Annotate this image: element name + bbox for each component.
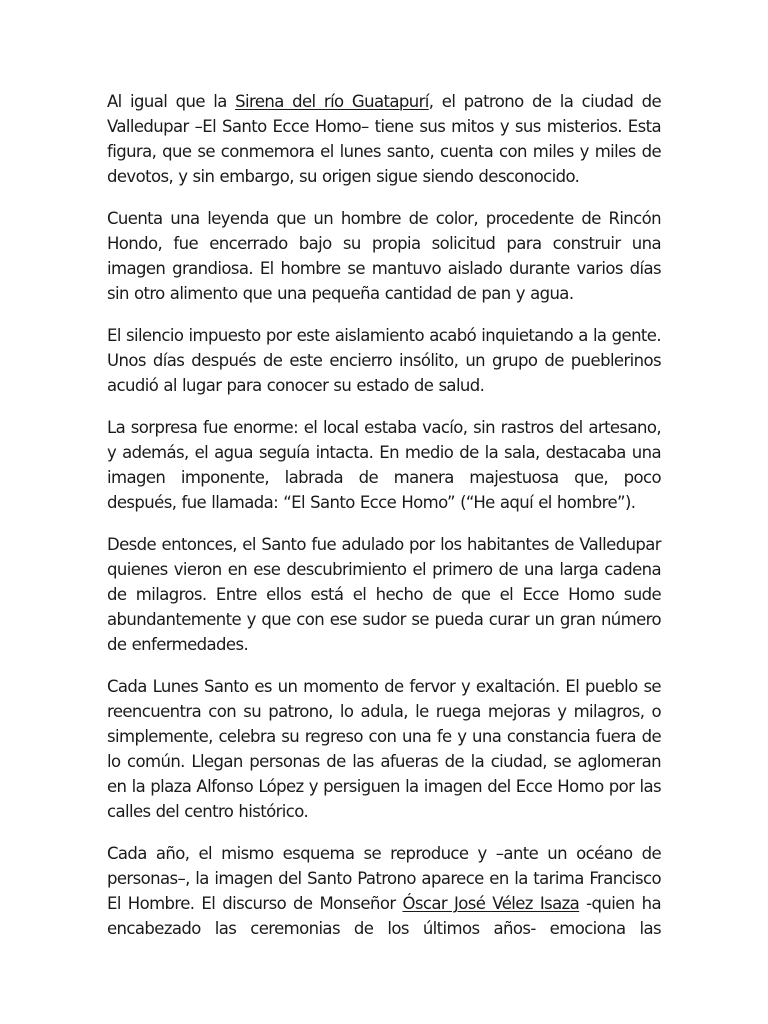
- paragraph-6: Cada Lunes Santo es un momento de fervor y exaltación. El pueblo se reencuentra con su patrono, lo adula, le ruega mejoras y milagros, o simplemente, celebra su regreso con una fe y una constancia fuera de lo común. Llegan personas de las afueras de la ciudad, se aglomeran en la plaza Alfonso López y persiguen la imagen del Ecce Homo por las calles del centro histórico.: [107, 677, 661, 821]
- paragraph-1-text-start: Al igual que la: [107, 92, 236, 111]
- document-body: [107, 89, 661, 941]
- paragraph-7-text-start: Cada año, el mismo esquema se reproduce y –ante un océano de personas–, la imagen del Santo Patrono aparece en la tarima Francisco El Hombre. El discurso de Monseñor: [107, 844, 661, 913]
- paragraph-1-text-end: , el patrono de la ciudad de Valledupar –El Santo Ecce Homo– tiene sus mitos y sus misterios. Esta figura, que se conmemora el lunes santo, cuenta con miles y miles de devotos, y sin embargo, su origen sigue siendo desconocido.: [107, 92, 661, 186]
- paragraph-7-text-end: -quien ha encabezado las ceremonias de los últimos años- emociona las: [107, 894, 661, 938]
- paragraph-7: [107, 841, 661, 941]
- link-sirena-del-rio-guatapuri[interactable]: Sirena del río Guatapurí: [235, 92, 429, 111]
- paragraph-4: La sorpresa fue enorme: el local estaba vacío, sin rastros del artesano, y además, el agua seguía intacta. En medio de la sala, destacaba una imagen imponente, labrada de manera majestuosa que, poco después, fue llamada: “El Santo Ecce Homo” (“He aquí el hombre”).: [107, 418, 661, 512]
- paragraph-2: Cuenta una leyenda que un hombre de color, procedente de Rincón Hondo, fue encerrado bajo su propia solicitud para construir una imagen grandiosa. El hombre se mantuvo aislado durante varios días sin otro alimento que una pequeña cantidad de pan y agua.: [107, 209, 661, 303]
- paragraph-5: Desde entonces, el Santo fue adulado por los habitantes de Valledupar quienes vieron en ese descubrimiento el primero de una larga cadena de milagros. Entre ellos está el hecho de que el Ecce Homo sude abundantemente y que con ese sudor se pueda curar un gran número de enfermedades.: [107, 535, 661, 654]
- link-oscar-jose-velez-isaza[interactable]: Óscar José Vélez Isaza: [402, 894, 580, 913]
- paragraph-3: El silencio impuesto por este aislamiento acabó inquietando a la gente. Unos días después de este encierro insólito, un grupo de pueblerinos acudió al lugar para conocer su estado de salud.: [107, 326, 661, 395]
- paragraph-1: [107, 89, 661, 189]
